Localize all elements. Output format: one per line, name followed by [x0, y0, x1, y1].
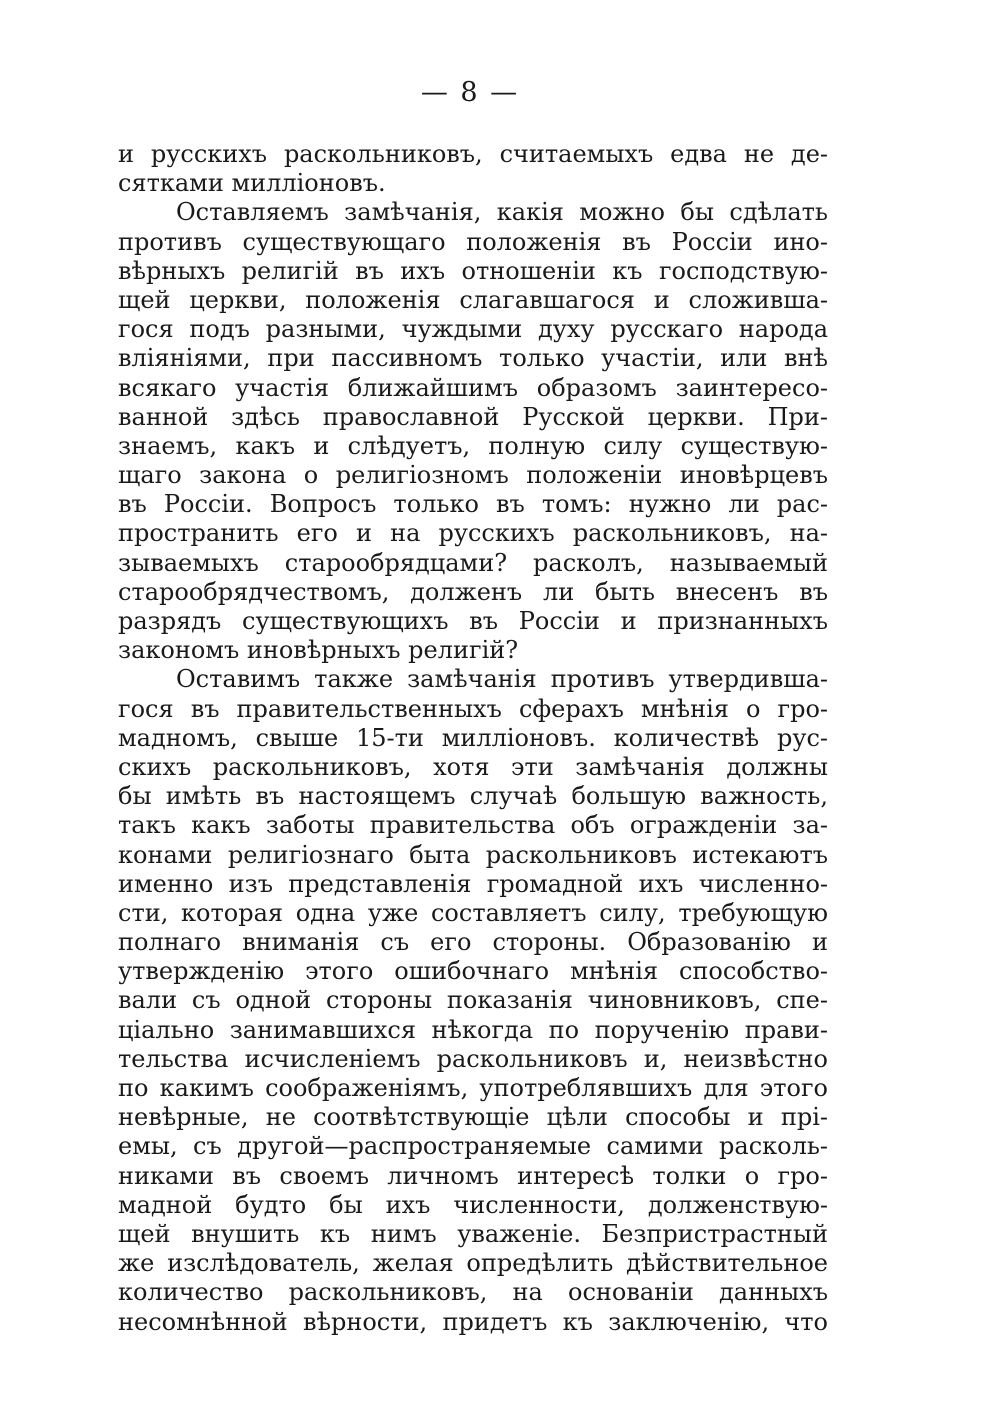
text-line: пространить его и на русскихъ раскольниковъ, на- [118, 519, 828, 548]
text-line: несомнѣнной вѣрности, придетъ къ заключенію, что [118, 1307, 828, 1336]
text-line: Оставляемъ замѣчанія, какія можно бы сдѣлать [176, 198, 828, 227]
text-line: щей церкви, положенія слагавшагося и сложивша- [118, 285, 828, 314]
text-line: именно изъ представленія громадной ихъ численно- [118, 869, 828, 898]
text-line: знаемъ, какъ и слѣдуетъ, полную силу существую- [118, 431, 828, 460]
text-line: сятками милліоновъ. [118, 169, 386, 198]
text-line: гося подъ разными, чуждыми духу русскаго народа [118, 315, 828, 344]
text-line: противъ существующаго положенія въ Россіи ино- [118, 227, 828, 256]
text-line: мадномъ, свыше 15-ти милліоновъ. количествѣ рус- [118, 723, 828, 752]
text-line: въ Россіи. Вопросъ только въ томъ: нужно ли рас- [118, 490, 828, 519]
text-line: бы имѣть въ настоящемъ случаѣ большую важность, [118, 782, 828, 811]
text-line: утвержденію этого ошибочнаго мнѣнія способство- [118, 957, 828, 986]
text-line: старообрядчествомъ, долженъ ли быть внесенъ въ [118, 577, 828, 606]
text-line: и русскихъ раскольниковъ, считаемыхъ едва не де- [118, 140, 828, 168]
text-line: никами въ своемъ личномъ интересѣ толки о гро- [118, 1161, 828, 1190]
text-line: Оставимъ также замѣчанія противъ утвердивша- [176, 665, 828, 694]
text-line: разрядъ существующихъ въ Россіи и признанныхъ [118, 607, 828, 635]
text-line: конами религіознаго быта раскольниковъ истекаютъ [118, 840, 828, 869]
text-line: тельства исчисленіемъ раскольниковъ и, неизвѣстно [118, 1044, 828, 1073]
text-line: невѣрные, не соотвѣтствующіе цѣли способы и прі- [118, 1103, 828, 1132]
text-line: мадной будто бы ихъ численности, долженствую- [118, 1190, 828, 1219]
text-line: всякаго участія ближайшимъ образомъ заинтересо- [118, 373, 828, 402]
text-line: ціально занимавшихся нѣкогда по порученію прави- [118, 1015, 828, 1044]
text-line: вали съ одной стороны показанія чиновниковъ, спе- [118, 986, 828, 1015]
text-line: полнаго вниманія съ его стороны. Образованію и [118, 928, 828, 957]
text-line: емы, съ другой—распространяемые самими расколь- [118, 1132, 828, 1161]
text-line: щей внушить къ нимъ уваженіе. Безпристрастный [118, 1219, 828, 1248]
text-line: скихъ раскольниковъ, хотя эти замѣчанія должны [118, 752, 828, 781]
text-line: же изслѣдователь, желая опредѣлить дѣйствительное [118, 1249, 828, 1278]
page-number: — 8 — [420, 77, 520, 108]
text-line: зываемыхъ старообрядцами? расколъ, называемый [118, 548, 828, 577]
text-line: такъ какъ заботы правительства объ огражденіи за- [118, 811, 828, 840]
text-line: закономъ иновѣрныхъ религій? [118, 636, 519, 665]
text-line: щаго закона о религіозномъ положеніи иновѣрцевъ [118, 461, 828, 490]
text-line: вѣрныхъ религій въ ихъ отношеніи къ господствую- [118, 256, 828, 285]
text-line: гося въ правительственныхъ сферахъ мнѣнія о гро- [118, 694, 828, 723]
text-line: сти, которая одна уже составляетъ силу, требующую [118, 898, 828, 927]
text-line: по какимъ соображеніямъ, употреблявшихъ для этого [118, 1074, 828, 1102]
text-line: количество раскольниковъ, на основаніи данныхъ [118, 1278, 828, 1307]
text-line: вліяніями, при пассивномъ только участіи, или внѣ [118, 344, 828, 373]
text-line: ванной здѣсь православной Русской церкви. При- [118, 402, 828, 431]
body-text [118, 140, 828, 1337]
